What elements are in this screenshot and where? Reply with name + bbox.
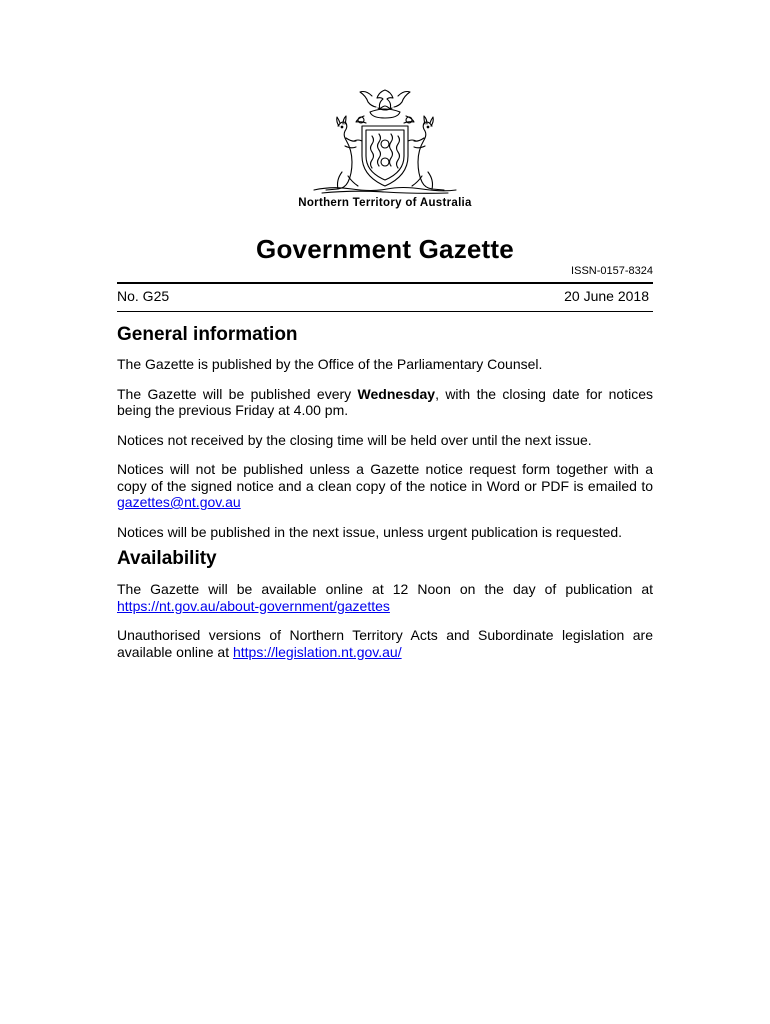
schedule-text-start: The Gazette will be published every <box>117 385 358 402</box>
submission-text: Notices will not be published unless a Gazette notice request form together with a copy of the signed notice and a clean copy of the notice in Word or PDF is emailed to <box>117 461 653 494</box>
gazettes-website-link[interactable]: https://nt.gov.au/about-government/gazettes <box>117 597 390 614</box>
issn-number: ISSN-0157-8324 <box>571 265 653 277</box>
legislation-website-link[interactable]: https://legislation.nt.gov.au/ <box>232 643 402 660</box>
general-paragraph-schedule <box>117 386 653 419</box>
coat-of-arms-icon <box>312 86 458 196</box>
availability-heading: Availability <box>117 548 217 569</box>
territory-name: Northern Territory of Australia <box>298 197 472 209</box>
gazette-email-link[interactable]: gazettes@nt.gov.au <box>117 494 241 510</box>
header-rule-top <box>117 282 653 284</box>
availability-online-text: The Gazette will be available online at 12 Noon on the day of publication at <box>117 581 653 597</box>
issue-date: 20 June 2018 <box>564 288 649 304</box>
schedule-text-end: , with the closing date for notices being the previous Friday at 4.00 pm. <box>117 385 654 418</box>
general-paragraph-closing-time: Notices not received by the closing time will be held over until the next issue. <box>117 431 592 448</box>
issue-info-row <box>117 288 653 304</box>
header-rule-bottom <box>117 311 653 312</box>
availability-paragraph-online <box>117 581 653 614</box>
availability-legislation-text: Unauthorised versions of Northern Territory Acts and Subordinate legislation are available online at <box>117 627 653 660</box>
gazette-body <box>117 322 653 660</box>
page-title: Government Gazette <box>256 234 514 264</box>
availability-paragraph-legislation <box>117 627 653 660</box>
schedule-day: Wednesday <box>357 385 436 402</box>
general-paragraph-submission <box>117 461 653 511</box>
general-paragraph-next-issue: Notices will be published in the next issue, unless urgent publication is requested. <box>117 523 623 540</box>
issue-number: No. G25 <box>117 288 170 304</box>
general-paragraph-publisher: The Gazette is published by the Office of the Parliamentary Counsel. <box>117 356 543 372</box>
general-information-heading: General information <box>117 324 298 345</box>
